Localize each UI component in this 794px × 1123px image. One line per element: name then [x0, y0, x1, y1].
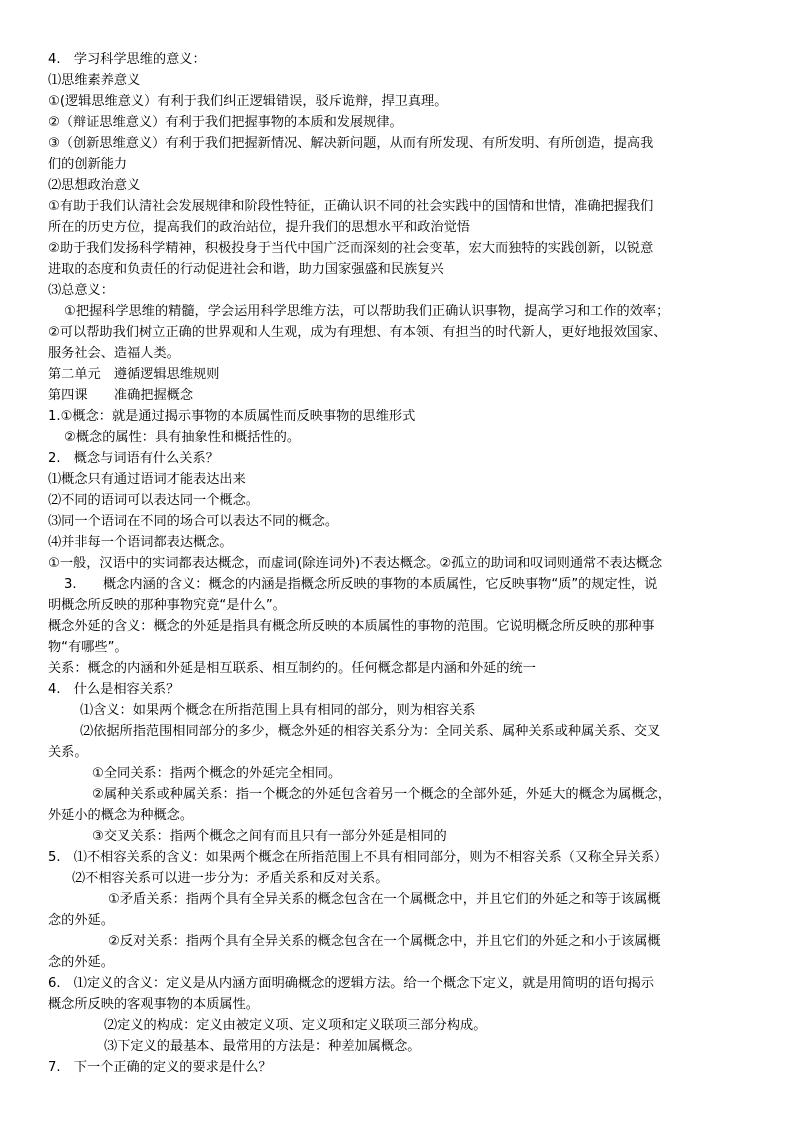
sub-heading-political: ⑵思想政治意义: [48, 178, 141, 193]
text-line: 进取的态度和负责任的行动促进社会和谐，助力国家强盛和民族复兴: [48, 262, 444, 277]
text-line: 念的外延。: [48, 913, 114, 928]
text-line: ②概念的属性：具有抽象性和概括性的。: [64, 430, 301, 445]
text-line: ⑵定义的构成：定义由被定义项、定义项和定义联项三部分构成。: [104, 1018, 487, 1033]
text-line: 6. ⑴定义的含义：定义是从内涵方面明确概念的逻辑方法。给一个概念下定义，就是用简明的语句揭示: [48, 976, 655, 991]
text-line: ③（创新思维意义）有利于我们把握新情况、解决新问题，从而有所发现、有所发明、有所创造，提高我: [48, 136, 654, 151]
text-line: 服务社会、造福人类。: [48, 346, 180, 361]
question-heading: 7. 下一个正确的定义的要求是什么？: [48, 1060, 272, 1075]
text-line: ⑶下定义的最基本、最常用的方法是：种差加属概念。: [104, 1039, 421, 1054]
unit-heading: 第二单元 遵循逻辑思维规则: [48, 367, 220, 382]
text-line: 们的创新能力: [48, 157, 128, 172]
lesson-heading: 第四课 准确把握概念: [48, 388, 194, 403]
text-line: ②助于我们发扬科学精神，积极投身于当代中国广泛而深刻的社会变革，宏大而独特的实践创新，以锐意: [48, 241, 654, 256]
text-line: ⑵依据所指范围相同部分的多少，概念外延的相容关系分为：全同关系、属种关系或种属关系、交叉: [80, 724, 661, 739]
text-line: ⑶同一个语词在不同的场合可以表达不同的概念。: [48, 514, 339, 529]
text-line: 概念所反映的客观事物的本质属性。: [48, 997, 259, 1012]
text-line: ②可以帮助我们树立正确的世界观和人生观，成为有理想、有本领、有担当的时代新人，更好地报效国家、: [48, 325, 667, 340]
text-line: 外延小的概念为种概念。: [48, 808, 194, 823]
text-line: 所在的历史方位，提高我们的政治站位，提升我们的思想水平和政治觉悟: [48, 220, 470, 235]
text-line: 1.①概念：就是通过揭示事物的本质属性而反映事物的思维形式: [48, 409, 416, 424]
text-line: ①有助于我们认清社会发展规律和阶段性特征，正确认识不同的社会实践中的国情和世情，准确把握我们: [48, 199, 654, 214]
text-line: ②（辩证思维意义）有利于我们把握事物的本质和发展规律。: [48, 115, 403, 130]
text-line: ⑵不同的语词可以表达同一个概念。: [48, 493, 259, 508]
text-line: ③交叉关系：指两个概念之间有而且只有一部分外延是相同的: [92, 829, 447, 844]
text-line: ⑴概念只有通过语词才能表达出来: [48, 472, 246, 487]
text-line: ⑴含义：如果两个概念在所指范围上具有相同的部分，则为相容关系: [80, 703, 476, 718]
question-heading: 2. 概念与词语有什么关系？: [48, 451, 219, 466]
text-line: 5. ⑴不相容关系的含义：如果两个概念在所指范围上不具有相同部分，则为不相容关系（又称全异关系）: [48, 850, 668, 865]
text-line: 念的外延。: [48, 955, 114, 970]
text-line: 物“有哪些”。: [48, 640, 128, 655]
text-line: ①(逻辑思维意义）有利于我们纠正逻辑错误，驳斥诡辩，捍卫真理。: [48, 94, 448, 109]
text-line: 关系。: [48, 745, 88, 760]
text-line: ②反对关系：指两个具有全异关系的概念包含在一个属概念中，并且它们的外延之和小于该属概: [108, 934, 661, 949]
text-line: 3. 概念内涵的含义：概念的内涵是指概念所反映的事物的本质属性，它反映事物“质”的规定性，说: [64, 577, 658, 592]
text-line: ①把握科学思维的精髓，学会运用科学思维方法，可以帮助我们正确认识事物，提高学习和工作的效率；: [64, 304, 670, 319]
text-line: 概念外延的含义：概念的外延是指具有概念所反映的本质属性的事物的范围。它说明概念所反映的那种事: [48, 619, 655, 634]
text-line: ①一般，汉语中的实词都表达概念，而虚词(除连词外)不表达概念。②孤立的助词和叹词则通常不表达概念: [48, 556, 663, 571]
text-line: ⑷并非每一个语词都表达概念。: [48, 535, 233, 550]
text-line: ⑵不相容关系可以进一步分为：矛盾关系和反对关系。: [72, 871, 389, 886]
text-line: 明概念所反映的那种事物究竟“是什么”。: [48, 598, 286, 613]
heading-4-significance: 4. 学习科学思维的意义：: [48, 52, 206, 67]
text-line: ①矛盾关系：指两个具有全异关系的概念包含在一个属概念中，并且它们的外延之和等于该属概: [108, 892, 661, 907]
text-line: ①全同关系：指两个概念的外延完全相同。: [92, 766, 342, 781]
text-line: 关系：概念的内涵和外延是相互联系、相互制约的。任何概念都是内涵和外延的统一: [48, 661, 536, 676]
sub-heading-literacy: ⑴思维素养意义: [48, 73, 141, 88]
sub-heading-overall: ⑶总意义：: [48, 283, 114, 298]
question-heading: 4. 什么是相容关系？: [48, 682, 180, 697]
text-line: ②属种关系或种属关系：指一个概念的外延包含着另一个概念的全部外延，外延大的概念为属概念，: [92, 787, 671, 802]
